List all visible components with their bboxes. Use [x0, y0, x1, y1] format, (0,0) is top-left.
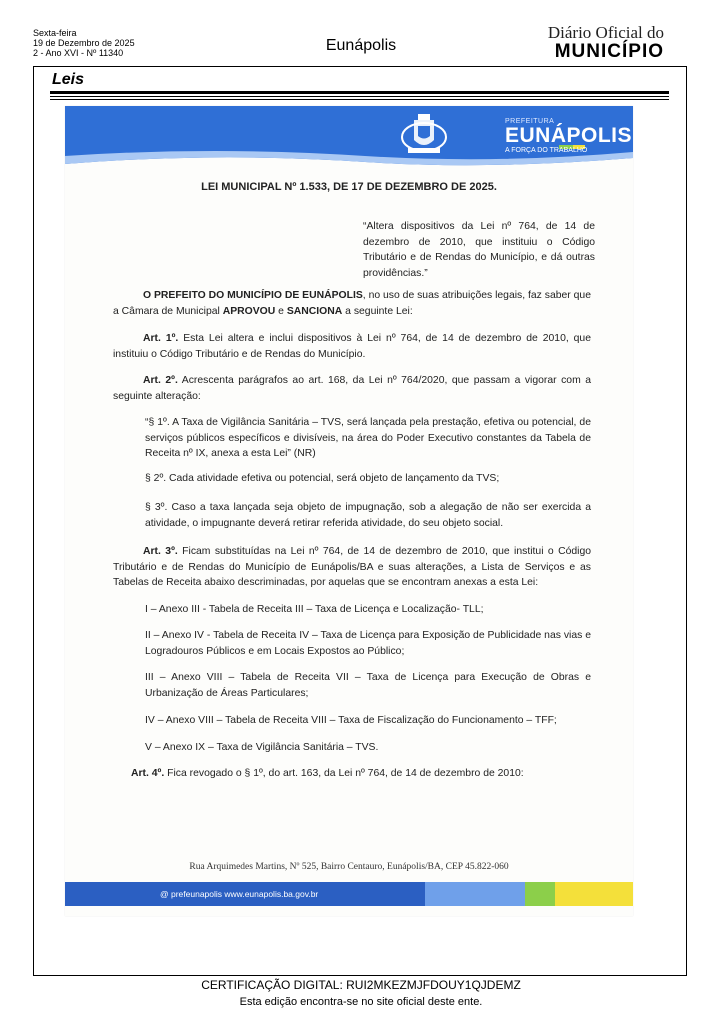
section-rule — [50, 91, 669, 94]
section-rule-thin — [50, 96, 669, 97]
city-crest-icon — [400, 110, 448, 160]
prefeitura-wordmark — [443, 106, 633, 166]
edition-note: Esta edição encontra-se no site oficial deste ente. — [239, 996, 483, 1008]
footer-color-bar — [65, 882, 633, 906]
article-3 — [113, 544, 591, 591]
article-2-label: Art. 2º. — [143, 375, 178, 386]
article-1 — [113, 331, 591, 362]
logo-line1: Diário Oficial do — [547, 23, 664, 42]
social-links: @ prefeunapolis www.eunapolis.ba.gov.br — [160, 889, 319, 899]
digital-certification: CERTIFICAÇÃO DIGITAL: RUI2MKEZMJFDOUY1QJDEMZ — [201, 978, 521, 992]
prefeitura-address: Rua Arquimedes Martins, Nº 525, Bairro Centauro, Eunápolis/BA, CEP 45.822-060 — [189, 862, 509, 872]
paragraph-2: § 2º. Cada atividade efetiva ou potencial, será objeto de lançamento da TVS; — [145, 473, 500, 484]
edition-date: 19 de Dezembro de 2025 — [33, 38, 135, 48]
article-2-text: Acrescenta parágrafos ao art. 168, da Lei nº 764/2020, que passam a vigorar com a seguinte alteração: — [113, 375, 591, 402]
city-heading: Eunápolis — [325, 37, 397, 54]
diario-logo — [548, 24, 664, 61]
paragraph-1: “§ 1º. A Taxa de Vigilância Sanitária – TVS, será lançada pela prestação, efetiva ou potencial, de serviços públicos específicos e divisíveis, na área do Poder Executivo constantes da Tabela de Receita nº IX, anexa a esta Lei” (NR) — [145, 417, 591, 459]
article-1-label: Art. 1º. — [143, 333, 179, 344]
scanned-law-document — [65, 106, 633, 916]
preamble — [113, 288, 591, 319]
article-1-text: Esta Lei altera e inclui dispositivos à Lei nº 764, de 14 de dezembro de 2010, que instituiu o Código Tributário e de Rendas do Município. — [113, 333, 591, 360]
paragraph-3: § 3º. Caso a taxa lançada seja objeto de impugnação, sob a alegação de não ser exercida a atividade, o impugnante deverá retirar referida atividade, do seu objeto social. — [145, 502, 591, 529]
list-item: II – Anexo IV - Tabela de Receita IV – Taxa de Licença para Exposição de Publicidade nas vias e Logradouros Públicos e em Locais Expostos ao Público; — [145, 630, 591, 657]
preamble-bold-3: SANCIONA — [286, 305, 343, 317]
logo-line2: MUNICÍPIO — [554, 41, 664, 62]
preamble-text-2: e — [275, 305, 287, 317]
section-rule-thin-2 — [50, 99, 669, 100]
article-3-text: Ficam substituídas na Lei nº 764, de 14 de dezembro de 2010, que institui o Código Tributário e de Rendas do Município de Eunápolis/BA e suas alterações, a Lista de Serviços e as Tabelas de Receita abaixo descriminadas, por aquelas que se encontram anexas a esta Lei: — [113, 546, 592, 588]
article-2 — [113, 373, 591, 404]
article-3-label: Art. 3º. — [143, 546, 178, 557]
edition-number: 2 - Ano XVI - Nº 11340 — [33, 48, 124, 58]
article-4-text: Fica revogado o § 1º, do art. 163, da Lei nº 764, de 14 de dezembro de 2010: — [164, 768, 524, 779]
list-item: IV – Anexo VIII – Tabela de Receita VIII – Taxa de Fiscalização do Funcionamento – TFF; — [145, 715, 557, 726]
edition-weekday: Sexta-feira — [33, 28, 77, 38]
preamble-text-1: , no uso de suas atribuições legais, faz saber que a Câmara de Municipal — [113, 290, 591, 317]
prefeitura-label: PREFEITURA — [505, 118, 555, 125]
article-4-label: Art. 4º. — [131, 768, 165, 779]
preamble-bold-2: APROVOU — [222, 305, 276, 317]
list-item: III – Anexo VIII – Tabela de Receita VII – Taxa de Licença para Execução de Obras e Urbanização de Áreas Particulares; — [145, 672, 591, 699]
law-title: LEI MUNICIPAL Nº 1.533, DE 17 DE DEZEMBRO DE 2025. — [201, 181, 497, 193]
list-item: V – Anexo IX – Taxa de Vigilância Sanitária – TVS. — [145, 742, 379, 753]
preamble-text-3: a seguinte Lei: — [342, 305, 413, 317]
prefeitura-city: EUNÁPOLIS — [505, 124, 633, 147]
section-title: Leis — [52, 71, 85, 88]
law-ementa: “Altera dispositivos da Lei nº 764, de 14 de dezembro de 2010, que instituiu o Código Tributário e de Rendas do Município, e dá outras providências.” — [363, 221, 595, 279]
preamble-bold-1: O PREFEITO DO MUNICÍPIO DE EUNÁPOLIS — [143, 290, 363, 301]
article-4 — [131, 766, 609, 782]
prefeitura-slogan: A FORÇA DO TRABALHO — [505, 147, 588, 154]
list-item: I – Anexo III - Tabela de Receita III – Taxa de Licença e Localização- TLL; — [145, 604, 484, 615]
